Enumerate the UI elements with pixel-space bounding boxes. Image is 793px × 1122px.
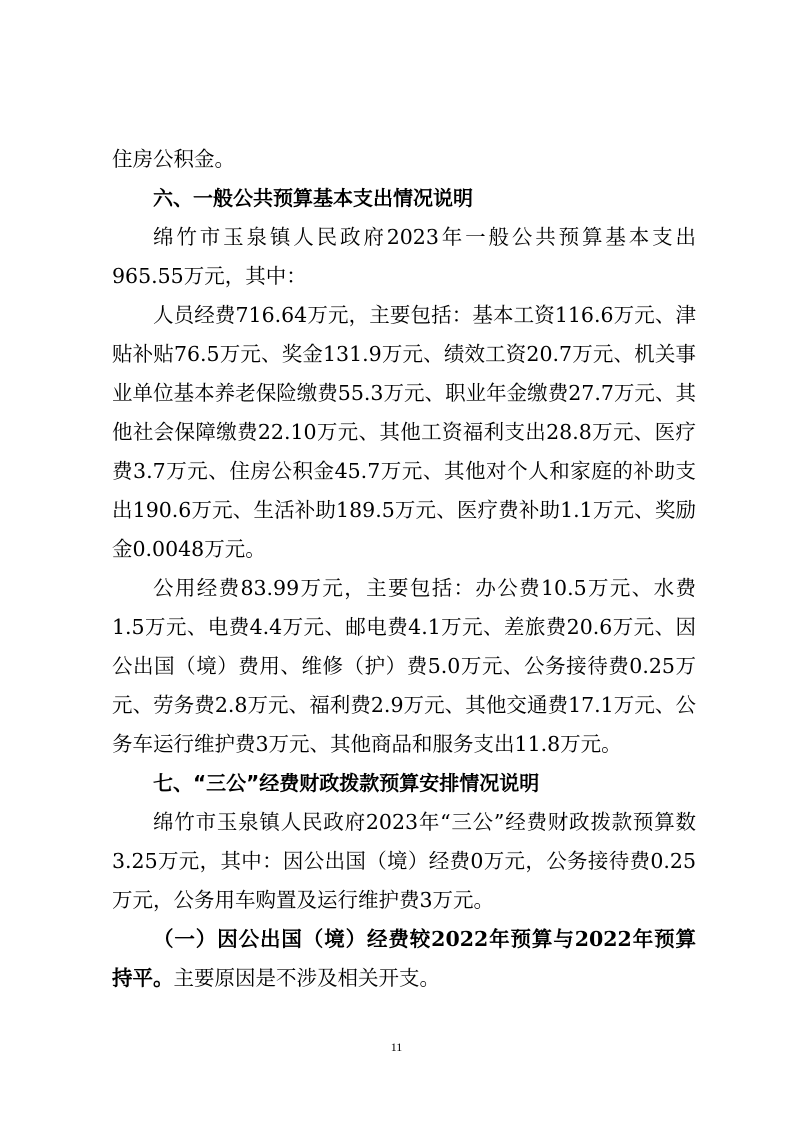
document-body — [112, 140, 696, 998]
paragraph-three-public-budget: 绵竹市玉泉镇人民政府2023年“三公”经费财政拨款预算数3.25万元，其中：因公出国（境）经费0万元，公务接待费0.25万元，公务用车购置及运行维护费3万元。 — [112, 810, 696, 912]
paragraph-personnel-expenses: 人员经费716.64万元，主要包括：基本工资116.6万元、津贴补贴76.5万元、奖金131.9万元、绩效工资20.7万元、机关事业单位基本养老保险缴费55.3万元、职业年金缴费27.7万元、其他社会保障缴费22.10万元、其他工资福利支出28.8万元、医疗费3.7万元、住房公积金45.7万元、其他对个人和家庭的补助支出190.6万元、生活补助189.5万元、医疗费补助1.1万元、奖励金0.0048万元。 — [112, 303, 696, 561]
section-heading-6: 六、一般公共预算基本支出情况说明 — [153, 186, 473, 210]
section-heading-7: 七、“三公”经费财政拨款预算安排情况说明 — [153, 771, 540, 795]
paragraph-housing-fund: 住房公积金。 — [112, 147, 235, 171]
page-number: 11 — [390, 1040, 403, 1054]
paragraph-overseas-travel — [112, 920, 696, 998]
paragraph-public-expenses: 公用经费83.99万元，主要包括：办公费10.5万元、水费1.5万元、电费4.4万元、邮电费4.1万元、差旅费20.6万元、因公出国（境）费用、维修（护）费5.0万元、公务接待费0.25万元、劳务费2.8万元、福利费2.9万元、其他交通费17.1万元、公务车运行维护费3万元、其他商品和服务支出11.8万元。 — [112, 576, 696, 756]
paragraph-overseas-travel-reason: 主要原因是不涉及相关开支。 — [173, 966, 440, 990]
paragraph-basic-expenditure: 绵竹市玉泉镇人民政府2023年一般公共预算基本支出965.55万元，其中： — [112, 225, 696, 288]
paragraph-overseas-travel-bold: （一）因公出国（境）经费较2022年预算与2022年预算持平。 — [112, 927, 696, 990]
